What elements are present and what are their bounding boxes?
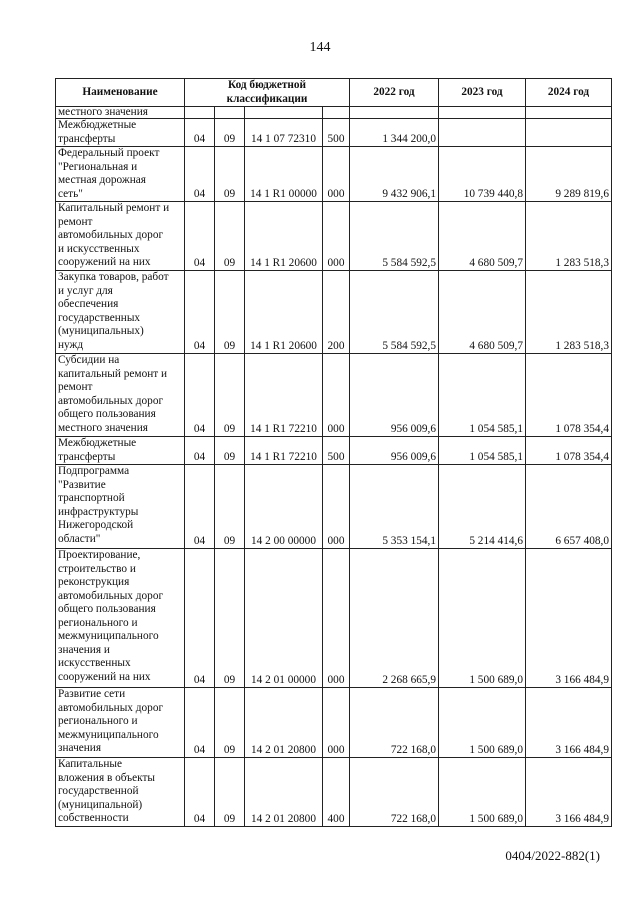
- cell-subsection: 09: [215, 688, 245, 758]
- document-id: 0404/2022-882(1): [505, 848, 600, 863]
- cell-2022: 722 168,0: [350, 688, 439, 758]
- table-row: [56, 119, 612, 147]
- cell-subsection: 09: [215, 465, 245, 549]
- cell-section: 04: [185, 271, 215, 354]
- cell-target-article: 14 1 R1 20600: [245, 271, 323, 354]
- table-row: [56, 549, 612, 688]
- cell-expense-type: 000: [323, 147, 350, 202]
- cell-2024: 3 166 484,9: [526, 549, 612, 688]
- cell-target-article: 14 2 01 00000: [245, 549, 323, 688]
- cell-2023: [439, 107, 526, 119]
- table-header-row: [56, 79, 612, 107]
- table-row: [56, 465, 612, 549]
- cell-2023: 1 054 585,1: [439, 354, 526, 437]
- cell-2023: 1 054 585,1: [439, 437, 526, 465]
- cell-expense-type: 000: [323, 549, 350, 688]
- cell-target-article: 14 1 07 72310: [245, 119, 323, 147]
- table-row: [56, 688, 612, 758]
- table-row: [56, 202, 612, 271]
- cell-subsection: 09: [215, 119, 245, 147]
- cell-2024: 1 283 518,3: [526, 271, 612, 354]
- cell-section: 04: [185, 688, 215, 758]
- cell-2024: 1 078 354,4: [526, 354, 612, 437]
- cell-subsection: 09: [215, 271, 245, 354]
- header-2023: 2023 год: [439, 79, 526, 107]
- cell-2022: [350, 107, 439, 119]
- cell-2023: 4 680 509,7: [439, 202, 526, 271]
- cell-target-article: 14 2 00 00000: [245, 465, 323, 549]
- page-number: 144: [309, 40, 331, 55]
- cell-section: 04: [185, 465, 215, 549]
- cell-section: 04: [185, 202, 215, 271]
- table-row: [56, 107, 612, 119]
- cell-name: Межбюджетные трансферты: [56, 437, 185, 465]
- cell-2024: [526, 119, 612, 147]
- cell-name: Межбюджетные трансферты: [56, 119, 185, 147]
- cell-name: местного значения: [56, 107, 185, 119]
- cell-2023: [439, 119, 526, 147]
- cell-2023: 4 680 509,7: [439, 271, 526, 354]
- cell-name: Капитальные вложения в объекты государственной (муниципальной) собственности: [56, 758, 185, 827]
- cell-subsection: 09: [215, 147, 245, 202]
- cell-2024: 1 283 518,3: [526, 202, 612, 271]
- cell-2022: 722 168,0: [350, 758, 439, 827]
- cell-name: Субсидии на капитальный ремонт и ремонт автомобильных дорог общего пользования местного значения: [56, 354, 185, 437]
- cell-subsection: 09: [215, 354, 245, 437]
- cell-name: Капитальный ремонт и ремонт автомобильных дорог и искусственных сооружений на них: [56, 202, 185, 271]
- cell-2024: 3 166 484,9: [526, 688, 612, 758]
- cell-2022: 2 268 665,9: [350, 549, 439, 688]
- cell-subsection: [215, 107, 245, 119]
- cell-2022: 9 432 906,1: [350, 147, 439, 202]
- cell-expense-type: 200: [323, 271, 350, 354]
- cell-target-article: 14 2 01 20800: [245, 688, 323, 758]
- cell-target-article: 14 2 01 20800: [245, 758, 323, 827]
- cell-name: Развитие сети автомобильных дорог регионального и межмуниципального значения: [56, 688, 185, 758]
- cell-expense-type: 000: [323, 465, 350, 549]
- header-2022: 2022 год: [350, 79, 439, 107]
- budget-table: [55, 78, 612, 827]
- cell-name: Федеральный проект "Региональная и местная дорожная сеть": [56, 147, 185, 202]
- cell-subsection: 09: [215, 437, 245, 465]
- cell-2022: 956 009,6: [350, 437, 439, 465]
- cell-2024: 6 657 408,0: [526, 465, 612, 549]
- cell-expense-type: 000: [323, 202, 350, 271]
- header-code: Код бюджетной классификации: [185, 79, 350, 107]
- cell-target-article: 14 1 R1 72210: [245, 437, 323, 465]
- table-row: [56, 437, 612, 465]
- cell-target-article: 14 1 R1 20600: [245, 202, 323, 271]
- cell-subsection: 09: [215, 758, 245, 827]
- cell-2023: 1 500 689,0: [439, 758, 526, 827]
- table-row: [56, 271, 612, 354]
- cell-target-article: [245, 107, 323, 119]
- cell-section: 04: [185, 758, 215, 827]
- cell-2022: 1 344 200,0: [350, 119, 439, 147]
- cell-expense-type: 400: [323, 758, 350, 827]
- cell-section: 04: [185, 119, 215, 147]
- cell-2024: [526, 107, 612, 119]
- cell-section: 04: [185, 147, 215, 202]
- cell-section: 04: [185, 549, 215, 688]
- cell-expense-type: 000: [323, 688, 350, 758]
- cell-name: Проектирование, строительство и реконструкция автомобильных дорог общего пользования регионального и межмуниципального значения и искусственных сооружений на них: [56, 549, 185, 688]
- cell-name: Подпрограмма "Развитие транспортной инфраструктуры Нижегородской области": [56, 465, 185, 549]
- table-row: [56, 354, 612, 437]
- cell-section: [185, 107, 215, 119]
- cell-section: 04: [185, 354, 215, 437]
- cell-2024: 9 289 819,6: [526, 147, 612, 202]
- table-row: [56, 758, 612, 827]
- cell-expense-type: 500: [323, 437, 350, 465]
- cell-section: 04: [185, 437, 215, 465]
- cell-2023: 1 500 689,0: [439, 549, 526, 688]
- table-body: [56, 107, 612, 827]
- cell-name: Закупка товаров, работ и услуг для обеспечения государственных (муниципальных) нужд: [56, 271, 185, 354]
- cell-subsection: 09: [215, 202, 245, 271]
- cell-2024: 3 166 484,9: [526, 758, 612, 827]
- cell-2022: 5 584 592,5: [350, 202, 439, 271]
- cell-2022: 5 584 592,5: [350, 271, 439, 354]
- cell-2024: 1 078 354,4: [526, 437, 612, 465]
- cell-2023: 1 500 689,0: [439, 688, 526, 758]
- cell-expense-type: [323, 107, 350, 119]
- cell-2022: 5 353 154,1: [350, 465, 439, 549]
- header-2024: 2024 год: [526, 79, 612, 107]
- header-name: Наименование: [56, 79, 185, 107]
- cell-expense-type: 500: [323, 119, 350, 147]
- cell-2023: 5 214 414,6: [439, 465, 526, 549]
- cell-target-article: 14 1 R1 72210: [245, 354, 323, 437]
- cell-target-article: 14 1 R1 00000: [245, 147, 323, 202]
- cell-expense-type: 000: [323, 354, 350, 437]
- cell-2022: 956 009,6: [350, 354, 439, 437]
- cell-2023: 10 739 440,8: [439, 147, 526, 202]
- cell-subsection: 09: [215, 549, 245, 688]
- table-row: [56, 147, 612, 202]
